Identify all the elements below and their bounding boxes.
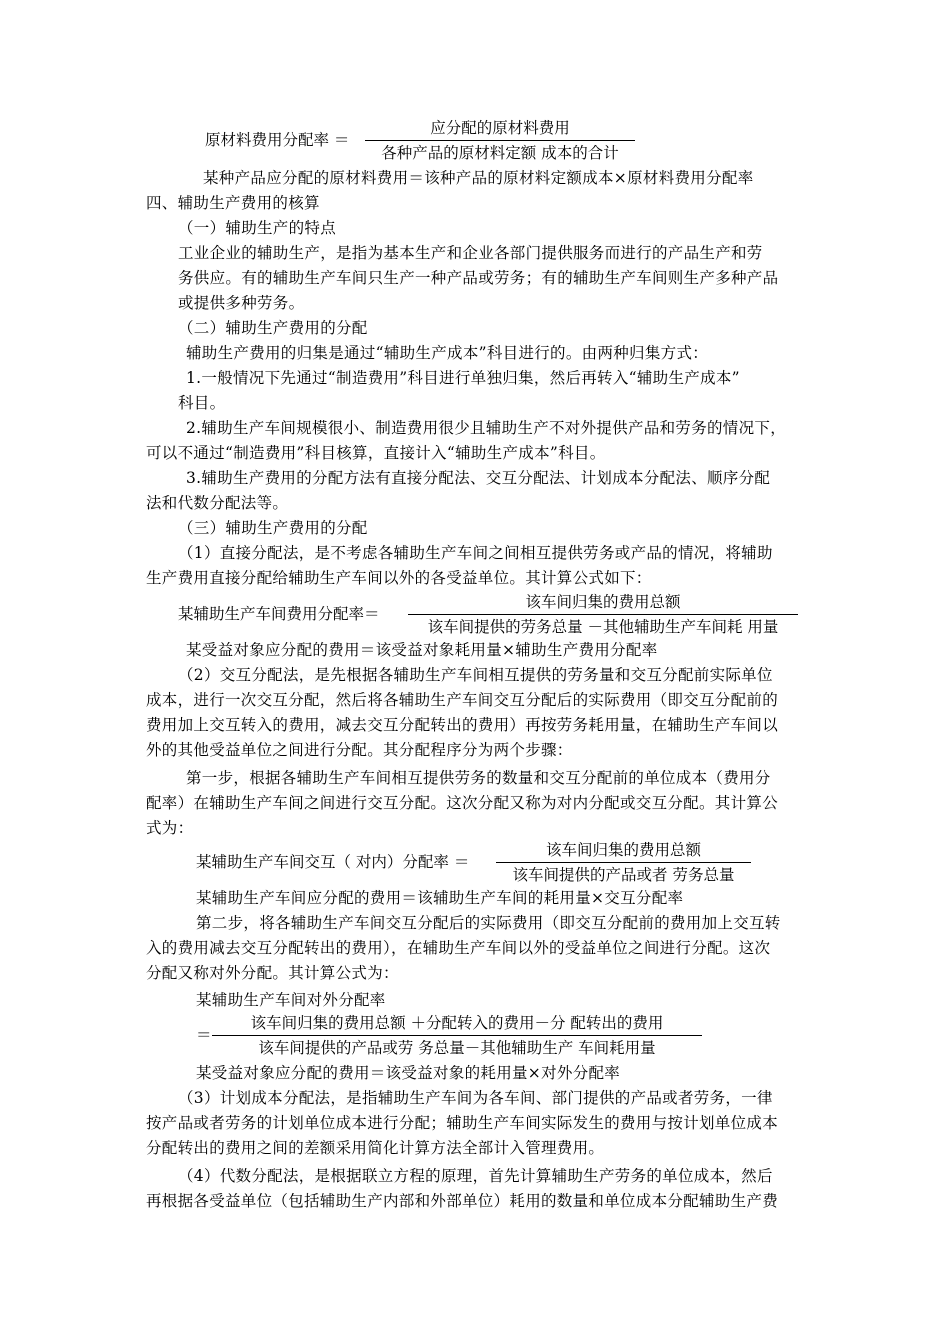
formula-lhs: 某辅助生产车间费用分配率＝: [178, 605, 380, 623]
paragraph-line: 再根据各受益单位（包括辅助生产内部和外部单位）耗用的数量和单位成本分配辅助生产费: [146, 1192, 779, 1210]
fraction-bar: [365, 140, 635, 141]
paragraph-line: 辅助生产费用的归集是通过“辅助生产成本”科目进行的。由两种归集方式：: [186, 344, 709, 362]
formula-raw-material-rate: [205, 118, 645, 164]
formula-denominator: 该车间提供的产品或劳 务总量－其他辅助生产 车间耗用量: [258, 1039, 656, 1057]
formula-external-allocation-rate: [196, 1013, 706, 1059]
list-item-line: 可以不通过“制造费用”科目核算，直接计入“辅助生产成本”科目。: [146, 444, 606, 462]
fraction-bar: [496, 862, 751, 863]
paragraph-line: （3）计划成本分配法，是指辅助生产车间为各车间、部门提供的产品或者劳务，一律: [178, 1089, 773, 1107]
paragraph-line: 生产费用直接分配给辅助生产车间以外的各受益单位。其计算公式如下：: [146, 569, 652, 587]
paragraph-line: 工业企业的辅助生产，是指为基本生产和企业各部门提供服务而进行的产品生产和劳: [178, 244, 763, 262]
text-line: 某受益对象应分配的费用＝该受益对象耗用量×辅助生产费用分配率: [186, 641, 658, 659]
formula-numerator: 该车间归集的费用总额: [525, 593, 681, 611]
formula-denominator: 该车间提供的劳务总量 －其他辅助生产车间耗 用量: [427, 618, 779, 636]
paragraph-line: 按产品或者劳务的计划单位成本进行分配；辅助生产车间实际发生的费用与按计划单位成本: [146, 1114, 779, 1132]
subsection-heading: （一）辅助生产的特点: [178, 219, 337, 237]
formula-lhs: 某辅助生产车间交互（ 对内）分配率 ＝: [196, 853, 470, 871]
formula-denominator: 该车间提供的产品或者 劳务总量: [512, 866, 735, 884]
paragraph-line: （2）交互分配法，是先根据各辅助生产车间相互提供的劳务量和交互分配前实际单位: [178, 666, 773, 684]
paragraph-line: 务供应。有的辅助生产车间只生产一种产品或劳务；有的辅助生产车间则生产多种产品: [178, 269, 779, 287]
formula-denominator: 各种产品的原材料定额 成本的合计: [381, 144, 619, 162]
paragraph-line: 分配转出的费用之间的差额采用简化计算方法全部计入管理费用。: [146, 1139, 605, 1157]
fraction-bar: [212, 1035, 702, 1036]
paragraph-line: （4）代数分配法，是根据联立方程的原理，首先计算辅助生产劳务的单位成本，然后: [178, 1167, 773, 1185]
formula-direct-allocation-rate: [178, 592, 803, 638]
formula-numerator: 应分配的原材料费用: [430, 119, 570, 137]
paragraph-line: 分配又称对外分配。其计算公式为：: [146, 964, 399, 982]
text-line: 某受益对象应分配的费用＝该受益对象的耗用量×对外分配率: [196, 1064, 621, 1082]
subsection-heading: （三）辅助生产费用的分配: [178, 519, 368, 537]
paragraph-line: 费用加上交互转入的费用，减去交互分配转出的费用）再按劳务耗用量，在辅助生产车间以: [146, 716, 779, 734]
paragraph-line: 配率）在辅助生产车间之间进行交互分配。这次分配又称为对内分配或交互分配。其计算公: [146, 794, 779, 812]
fraction-bar: [408, 614, 798, 615]
paragraph-line: 入的费用减去交互分配转出的费用），在辅助生产车间以外的受益单位之间进行分配。这次: [146, 939, 771, 957]
section-heading: 四、辅助生产费用的核算: [146, 194, 320, 212]
formula-label: 某辅助生产车间对外分配率: [196, 991, 386, 1009]
paragraph-line: 外的其他受益单位之间进行分配。其分配程序分为两个步骤：: [146, 741, 573, 759]
subsection-heading: （二）辅助生产费用的分配: [178, 319, 368, 337]
text-line: 某种产品应分配的原材料费用＝该种产品的原材料定额成本×原材料费用分配率: [203, 169, 754, 187]
paragraph-line: 或提供多种劳务。: [178, 294, 305, 312]
formula-lhs: 原材料费用分配率 ＝: [205, 131, 350, 149]
list-item-line: 科目。: [178, 394, 226, 412]
formula-numerator: 该车间归集的费用总额: [545, 841, 701, 859]
formula-numerator: 该车间归集的费用总额 ＋分配转入的费用－分 配转出的费用: [250, 1014, 664, 1032]
list-item-line: 法和代数分配法等。: [146, 494, 289, 512]
list-item-line: 3.辅助生产费用的分配方法有直接分配法、交互分配法、计划成本分配法、顺序分配: [186, 469, 771, 487]
list-item-line: 2.辅助生产车间规模很小、制造费用很少且辅助生产不对外提供产品和劳务的情况下，: [186, 419, 786, 437]
text-line: 某辅助生产车间应分配的费用＝该辅助生产车间的耗用量×交互分配率: [196, 889, 684, 907]
list-item-line: 1.一般情况下先通过“制造费用”科目进行单独归集，然后再转入“辅助生产成本”: [186, 369, 740, 387]
paragraph-line: （1）直接分配法，是不考虑各辅助生产车间之间相互提供劳务或产品的情况，将辅助: [178, 544, 773, 562]
paragraph-line: 第一步，根据各辅助生产车间相互提供劳务的数量和交互分配前的单位成本（费用分: [186, 769, 771, 787]
formula-interaction-rate: [196, 840, 766, 886]
paragraph-line: 成本，进行一次交互分配，然后将各辅助生产车间交互分配后的实际费用（即交互分配前的: [146, 691, 779, 709]
paragraph-line: 式为：: [146, 819, 194, 837]
formula-lhs: ＝: [196, 1026, 212, 1044]
paragraph-line: 第二步，将各辅助生产车间交互分配后的实际费用（即交互分配前的费用加上交互转: [196, 914, 781, 932]
